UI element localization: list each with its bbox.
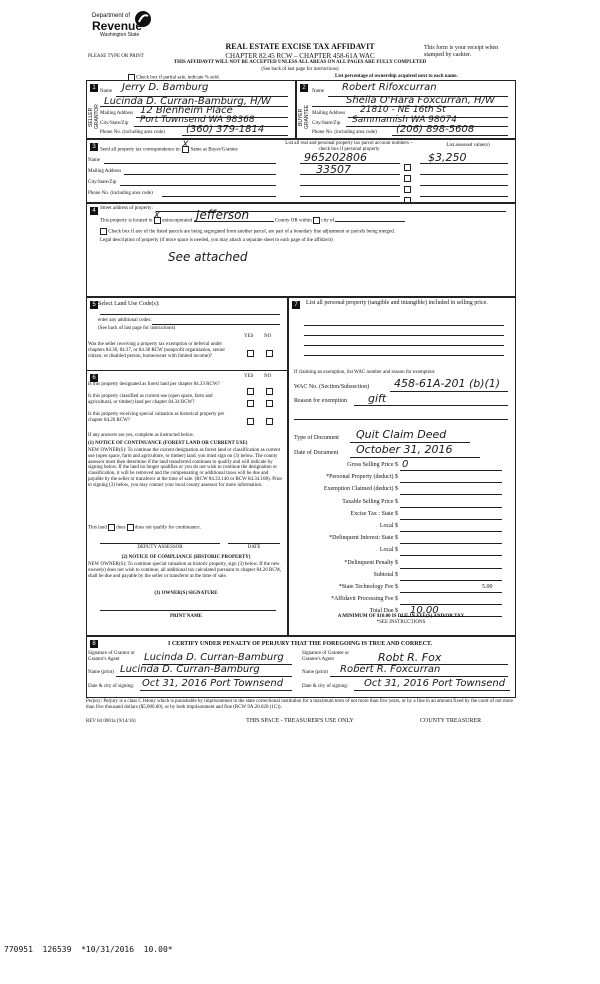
personal-property-label: List all personal property (tangible and intangible) included in selling price. [306,300,488,306]
wac-value[interactable]: 458-61A-201 (b)(1) [394,377,501,390]
fee-row: Local $ [292,547,512,559]
land-use-see-back: (See back of last page for instructions) [98,326,176,331]
recording-stamp: 770951 126539 *10/31/2016 10.00* [4,945,173,954]
same-as-buyer-checkbox[interactable]: X [182,146,189,153]
county-treasurer-label: COUNTY TREASURER [420,718,482,724]
seller-name-label: Name [100,89,112,94]
buyer-phone-label: Phone No. (including area code) [312,130,377,135]
grantee-signature[interactable]: Robt R. Fox [378,651,442,664]
legal-description-label: Legal description of property (if more space is needed, you may attach a separate sheet to each page of the affidavit) [100,238,333,243]
corr-phone-label: Phone No. (including area code) [88,191,153,196]
fee-row: Taxable Selling Price $ [292,499,512,511]
receipt-note: This form is your receipt when stamped by cashier. [424,45,499,58]
fee-row: *Delinquent Interest: State $ [292,535,512,547]
land-use-label: Select Land Use Code(s): [98,301,160,307]
buyer-name-value[interactable]: Robert Rifoxcurran [342,82,437,93]
does-checkbox[interactable] [108,524,115,531]
grantor-name-label: Name (print) [88,670,114,675]
qualify-row: This land does does not qualify for continuance. [88,525,201,531]
grantor-date-value[interactable]: Oct 31, 2016 Port Townsend [142,678,284,689]
corr-name-label: Name [88,158,100,163]
fees-table [292,459,512,620]
ownership-note: List percentage of ownership acquired next to each name. [335,74,458,79]
revenue-logo [92,10,152,40]
seller-city-label: City/State/Zip [100,121,129,126]
historic-no-checkbox[interactable] [266,418,273,425]
buyer-name-value2[interactable]: Sheila O'Hara Foxcurran, H/W [346,95,495,106]
form-title: REAL ESTATE EXCISE TAX AFFIDAVIT [225,42,375,51]
fee-row: Total Due $ 10.00 [292,608,512,620]
legal-description-value[interactable]: See attached [168,250,248,264]
notice1-body: NEW OWNER(S): To continue the current designation as forest land or classification as current use (open space, farm and agriculture, or timber) land, you must sign on (3) below. The county assessor must then determine if the land transferred continues to qualify and will indicate by signing below. If the land no longer qualifies or you do not wish to continue the designation or classification, it will be removed and the compensating or additional taxes will be due and payable by the seller or transferor at the time of sale. (RCW 84.33.140 or RCW 84.34.108). Prior to signing (3) below, you may contact your local county assessor for more information. [88,448,283,488]
form-warning: THIS AFFIDAVIT WILL NOT BE ACCEPTED UNLESS ALL AREAS ON ALL PAGES ARE FULLY COMPLETED [173,60,427,65]
grantee-name-value[interactable]: Robert R. Foxcurran [340,664,441,675]
corr-mailing-label: Mailing Address [88,169,122,174]
form-chapter: CHAPTER 82.45 RCW – CHAPTER 458-61A WAC [225,52,375,60]
perjury-statement: Perjury: Perjury is a class C felony which is punishable by imprisonment in the state correctional institution for a maximum term of not more than five years, or by a fine in an amount fixed by the court of not more than five thousand dollars ($5,000.00), or by both imprisonment and fine (RCW 9A.20.020 (1C)). [86,699,514,710]
deputy-assessor-label: DEPUTY ASSESSOR [137,545,183,550]
section-number-3: 3 [90,143,98,151]
segregated-checkbox[interactable] [100,228,107,235]
doc-date-value[interactable]: October 31, 2016 [356,443,453,456]
seller-name-value2[interactable]: Lucinda D. Curran-Bamburg, H/W [104,96,271,107]
seller-mailing-label: Mailing Address [100,111,134,116]
fee-value[interactable]: 0 [402,459,409,470]
fee-value[interactable]: 5.00 [482,583,493,590]
dept-line3: Washington State [100,32,140,38]
grantor-sig-label: Signature of Grantor or Grantor's Agent [88,651,135,662]
certify-statement: I CERTIFY UNDER PENALTY OF PERJURY THAT THE FOREGOING IS TRUE AND CORRECT. [167,641,432,647]
fee-value[interactable]: 10.00 [410,605,439,617]
fee-row: Excise Tax : State $ [292,511,512,523]
dept-line1: Department of [92,13,131,19]
grantee-date-value[interactable]: Oct 31, 2016 Port Townsend [364,678,506,689]
buyer-phone-value[interactable]: (206) 898-5608 [396,124,475,135]
doc-type-value[interactable]: Quit Claim Deed [356,428,447,441]
forest-question: Is this property designated as forest land per chapter 84.33 RCW? [88,382,220,387]
fee-row: *Affidavit Processing Fee $ [292,596,512,608]
section-number-5: 5 [90,301,98,309]
section-5-land-use [86,297,288,371]
print-name-label: PRINT NAME [170,614,202,619]
grantee-sig-label: Signature of Grantee or Grantee's Agent [302,651,350,662]
seller-city-value[interactable]: Port Townsend WA 98368 [140,115,255,125]
grantor-signature[interactable]: Lucinda D. Curran-Bamburg [144,652,284,663]
buyer-city-value[interactable]: Sammamish WA 98074 [352,115,457,125]
county-value[interactable]: Jefferson [196,208,250,222]
historic-yes-checkbox[interactable] [247,418,254,425]
parcel-header: List all real and personal property tax parcel account numbers – check box if personal property [285,141,413,152]
land-use-no: NO [264,334,272,339]
land-use-yes: YES [244,334,254,339]
doc-date-label: Date of Document [294,450,339,456]
partial-sale-note: Check box if partial sale, indicate % sold. [128,74,248,81]
seller-side-label: SELLER GRANTOR [88,104,100,130]
buyer-side-label: BUYER GRANTEE [298,104,310,130]
grantee-name-label: Name (print) [302,670,328,675]
fee-row: *State Technology Fee $ 5.00 [292,584,512,596]
notice1-title: (1) NOTICE OF CONTINUANCE (FOREST LAND OR CURRENT USE) [88,441,248,446]
rev-number: REV 84 0001a (9/14/16) [86,719,136,724]
seller-phone-value[interactable]: (360) 379-1814 [186,124,265,135]
section-number-8: 8 [90,640,98,648]
seller-mailing-value[interactable]: 12 Blenheim Place [140,105,233,116]
type-or-print: PLEASE TYPE OR PRINT [88,54,144,59]
doc-type-label: Type of Document [294,435,339,441]
located-in-row: This property is located in X unincorporated County OR within city of [100,217,405,224]
buyer-mailing-value[interactable]: 21810 - NE 16th St [360,105,446,115]
street-address-label: Street address of property: [100,206,153,211]
fee-row: Subtotal $ [292,572,512,584]
seller-phone-label: Phone No. (including area code) [100,130,165,135]
correspondence-label: Send all property tax correspondence to: X Same as Buyer/Grantee [100,140,238,153]
unincorporated-checkbox[interactable]: X [154,217,161,224]
current-use-no-checkbox[interactable] [266,400,273,407]
fee-row: Exemption Claimed (deduct) $ [292,486,512,498]
current-use-question: Is this property classified as current use (open space, farm and agricultural, or timber) land per chapter 84.34 RCW? [88,394,213,405]
grantor-name-value[interactable]: Lucinda D. Curran-Bamburg [120,664,260,675]
assessed-1-value[interactable]: $3,250 [428,151,467,164]
reason-value[interactable]: gift [368,392,387,405]
assessor-date-label: DATE [247,545,261,550]
grantor-date-label: Date & city of signing: [88,684,135,689]
sec6-yes: YES [244,374,254,379]
section-number-7: 7 [292,301,300,309]
buyer-mailing-label: Mailing Address [312,111,346,116]
minimum-due-note: A MINIMUM OF $10.00 IS DUE IN FEE(S) AND/OR TAX [337,614,465,619]
dept-line2: Revenue [92,19,143,33]
treasurer-use-label: THIS SPACE - TREASURER'S USE ONLY [246,718,354,724]
fee-row: Gross Selling Price $ 0 [292,462,512,474]
city-checkbox[interactable] [313,217,320,224]
section-number-6: 6 [90,374,98,382]
additional-codes-label: enter any additional codes: [98,318,152,323]
sec6-no: NO [264,374,272,379]
segregated-row: Check box if any of the listed parcels are being segregated from another parcel, are part of a boundary line adjustment or parcels being merged. [100,228,500,235]
exemption-no-checkbox[interactable] [266,350,273,357]
historic-question: Is this property receiving special valuation as historical property per chapter 84.26 RCW? [88,412,225,423]
exemption-question: Was the seller receiving a property tax exemption or deferral under chapters 84.36, 84.37, or 84.38 RCW (nonprofit organization, senior citizen, or disabled person, homeowner with limited income)? [88,342,226,359]
exemption-claim-label: If claiming an exemption, list WAC number and reason for exemption: [294,370,436,375]
current-use-yes-checkbox[interactable] [247,400,254,407]
buyer-city-label: City/State/Zip [312,121,341,126]
fee-row: *Delinquent Penalty $ [292,560,512,572]
seller-name-value[interactable]: Jerry D. Bamburg [122,82,209,93]
section-number-4: 4 [90,207,98,215]
fee-row: *Personal Property (deduct) $ [292,474,512,486]
fee-row: Local $ [292,523,512,535]
parcel-2-value[interactable]: 33507 [316,163,351,176]
notice2-body: NEW OWNER(S): To continue special valuation as historic property, sign (3) below. If the new owner(s) does not wish to continue, all additional tax calculated pursuant to chapter 84.26 RCW, shall be due and payable by the seller or transferor at the time of sale. [88,562,282,579]
parcel-1-value[interactable]: 965202806 [304,151,367,164]
see-instructions-note: *SEE INSTRUCTIONS [376,620,426,625]
does-not-checkbox[interactable] [127,524,134,531]
reason-label: Reason for exemption [294,398,347,404]
owner-signature-title: (3) OWNER(S) SIGNATURE [154,591,218,596]
grantee-date-label: Date & city of signing: [302,684,349,689]
section-number-1: 1 [90,84,98,92]
notice2-title: (2) NOTICE OF COMPLIANCE (HISTORIC PROPERTY) [121,555,251,560]
section-number-2: 2 [300,84,308,92]
assessed-header: List assessed value(s) [446,143,490,148]
if-yes-note: If any answers are yes, complete as instructed below. [88,433,195,438]
exemption-yes-checkbox[interactable] [247,350,254,357]
corr-city-label: City/State/Zip [88,180,117,185]
wac-label: WAC No. (Section/Subsection) [294,384,370,390]
see-back-note: (See back of last page for instructions) [261,67,339,72]
buyer-name-label: Name [312,89,324,94]
